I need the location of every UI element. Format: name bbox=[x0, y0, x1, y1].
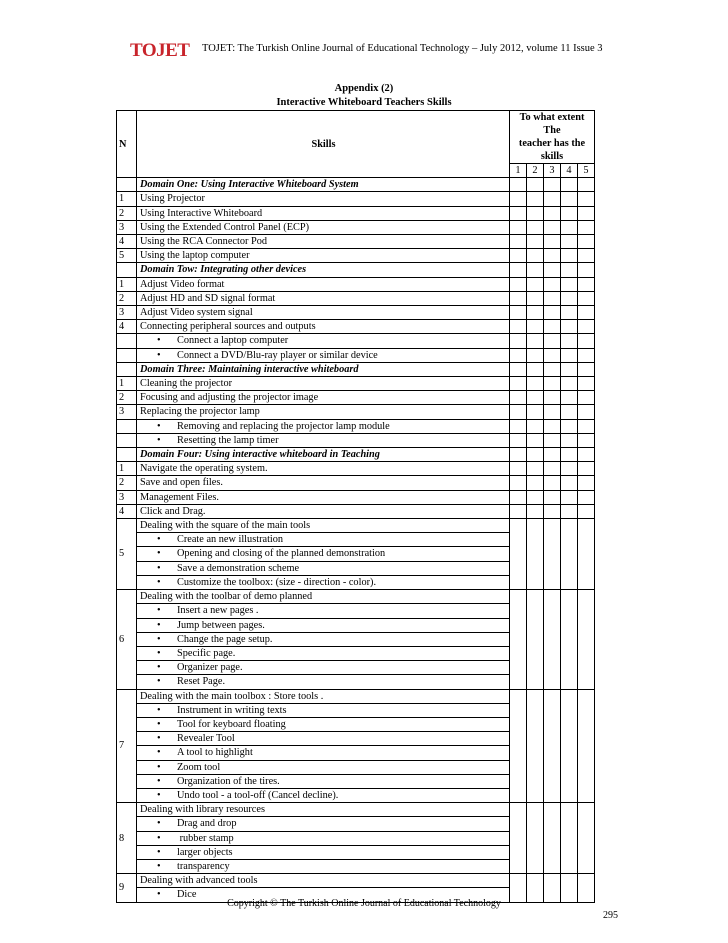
score-cell[interactable] bbox=[527, 235, 544, 249]
domain-heading: Domain Tow: Integrating other devices bbox=[137, 263, 510, 277]
skill-text: Using Projector bbox=[137, 192, 510, 206]
score-cell[interactable] bbox=[527, 249, 544, 263]
footer-copyright: Copyright © The Turkish Online Journal of Educational Technology bbox=[227, 898, 501, 909]
score-cell[interactable] bbox=[578, 220, 595, 234]
table-row bbox=[117, 405, 595, 419]
score-cell[interactable] bbox=[578, 689, 595, 803]
domain-heading: Domain One: Using Interactive Whiteboard System bbox=[137, 178, 510, 192]
bullet-skill: • Drag and drop bbox=[137, 817, 510, 831]
score-cell[interactable] bbox=[578, 320, 595, 334]
score-cell[interactable] bbox=[510, 220, 527, 234]
row-number bbox=[117, 448, 137, 462]
score-cell[interactable] bbox=[510, 391, 527, 405]
row-number: 2 bbox=[117, 476, 137, 490]
table-row bbox=[117, 504, 595, 518]
score-cell[interactable] bbox=[561, 320, 578, 334]
journal-header-line: TOJET: The Turkish Online Journal of Educational Technology – July 2012, volume 11 Issue 3 bbox=[202, 43, 603, 54]
score-cell[interactable] bbox=[510, 291, 527, 305]
score-cell[interactable] bbox=[510, 504, 527, 518]
row-number bbox=[117, 334, 137, 348]
score-cell[interactable] bbox=[510, 476, 527, 490]
score-cell[interactable] bbox=[527, 476, 544, 490]
score-cell[interactable] bbox=[527, 419, 544, 433]
scale-1: 1 bbox=[510, 164, 527, 178]
score-cell[interactable] bbox=[527, 320, 544, 334]
score-cell[interactable] bbox=[561, 519, 578, 590]
table-row bbox=[117, 490, 595, 504]
score-cell[interactable] bbox=[527, 448, 544, 462]
bullet-skill: • A tool to highlight bbox=[137, 746, 510, 760]
group-heading-row bbox=[117, 519, 595, 533]
row-number: 2 bbox=[117, 206, 137, 220]
score-cell[interactable] bbox=[510, 306, 527, 320]
group-heading-row bbox=[117, 590, 595, 604]
header-n: N bbox=[117, 111, 137, 178]
score-cell[interactable] bbox=[544, 291, 561, 305]
score-cell[interactable] bbox=[578, 803, 595, 874]
score-cell[interactable] bbox=[561, 377, 578, 391]
score-cell[interactable] bbox=[561, 362, 578, 376]
table-row bbox=[117, 291, 595, 305]
score-cell[interactable] bbox=[527, 433, 544, 447]
domain-row bbox=[117, 448, 595, 462]
skill-text: Save and open files. bbox=[137, 476, 510, 490]
group-number: 5 bbox=[117, 519, 137, 590]
bullet-skill: • Reset Page. bbox=[137, 675, 510, 689]
skill-text: Using Interactive Whiteboard bbox=[137, 206, 510, 220]
bullet-skill: • Dice bbox=[137, 888, 510, 902]
score-cell[interactable] bbox=[510, 334, 527, 348]
row-number bbox=[117, 362, 137, 376]
row-number: 3 bbox=[117, 306, 137, 320]
bullet-skill: • larger objects bbox=[137, 845, 510, 859]
bullet-skill: • Opening and closing of the planned demonstration bbox=[137, 547, 510, 561]
skill-text: Management Files. bbox=[137, 490, 510, 504]
row-number bbox=[117, 419, 137, 433]
score-cell[interactable] bbox=[510, 192, 527, 206]
score-cell[interactable] bbox=[561, 178, 578, 192]
score-cell[interactable] bbox=[561, 306, 578, 320]
score-cell[interactable] bbox=[527, 689, 544, 803]
score-cell[interactable] bbox=[527, 462, 544, 476]
score-cell[interactable] bbox=[578, 192, 595, 206]
skill-text: Navigate the operating system. bbox=[137, 462, 510, 476]
score-cell[interactable] bbox=[544, 362, 561, 376]
row-number: 1 bbox=[117, 192, 137, 206]
score-cell[interactable] bbox=[578, 448, 595, 462]
skill-text: Replacing the projector lamp bbox=[137, 405, 510, 419]
row-number: 5 bbox=[117, 249, 137, 263]
score-cell[interactable] bbox=[510, 803, 527, 874]
group-heading: Dealing with the toolbar of demo planned bbox=[137, 590, 510, 604]
domain-row bbox=[117, 362, 595, 376]
table-row bbox=[117, 462, 595, 476]
score-cell[interactable] bbox=[561, 206, 578, 220]
score-cell[interactable] bbox=[578, 519, 595, 590]
header-extent-line1: To what extent The bbox=[519, 112, 585, 136]
score-cell[interactable] bbox=[578, 178, 595, 192]
score-cell[interactable] bbox=[510, 377, 527, 391]
skill-text: Adjust HD and SD signal format bbox=[137, 291, 510, 305]
score-cell[interactable] bbox=[510, 263, 527, 277]
bullet-skill: • Organization of the tires. bbox=[137, 774, 510, 788]
score-cell[interactable] bbox=[544, 306, 561, 320]
domain-heading: Domain Three: Maintaining interactive whiteboard bbox=[137, 362, 510, 376]
group-number: 7 bbox=[117, 689, 137, 803]
score-cell[interactable] bbox=[544, 334, 561, 348]
score-cell[interactable] bbox=[527, 178, 544, 192]
score-cell[interactable] bbox=[561, 391, 578, 405]
score-cell[interactable] bbox=[510, 419, 527, 433]
scale-5: 5 bbox=[578, 164, 595, 178]
score-cell[interactable] bbox=[527, 334, 544, 348]
score-cell[interactable] bbox=[544, 590, 561, 689]
score-cell[interactable] bbox=[561, 433, 578, 447]
score-cell[interactable] bbox=[527, 348, 544, 362]
table-row bbox=[117, 306, 595, 320]
table-row bbox=[117, 220, 595, 234]
score-cell[interactable] bbox=[578, 235, 595, 249]
score-cell[interactable] bbox=[510, 362, 527, 376]
score-cell[interactable] bbox=[510, 433, 527, 447]
score-cell[interactable] bbox=[561, 504, 578, 518]
score-cell[interactable] bbox=[544, 277, 561, 291]
table-row bbox=[117, 419, 595, 433]
score-cell[interactable] bbox=[544, 490, 561, 504]
score-cell[interactable] bbox=[561, 405, 578, 419]
score-cell[interactable] bbox=[510, 249, 527, 263]
domain-row bbox=[117, 178, 595, 192]
score-cell[interactable] bbox=[527, 519, 544, 590]
score-cell[interactable] bbox=[527, 803, 544, 874]
row-number: 3 bbox=[117, 405, 137, 419]
score-cell[interactable] bbox=[527, 362, 544, 376]
score-cell[interactable] bbox=[510, 689, 527, 803]
score-cell[interactable] bbox=[527, 206, 544, 220]
group-heading-row bbox=[117, 689, 595, 703]
score-cell[interactable] bbox=[527, 377, 544, 391]
bullet-skill: • Revealer Tool bbox=[137, 732, 510, 746]
bullet-skill: • Change the page setup. bbox=[137, 632, 510, 646]
score-cell[interactable] bbox=[561, 277, 578, 291]
row-number: 1 bbox=[117, 277, 137, 291]
score-cell[interactable] bbox=[561, 235, 578, 249]
score-cell[interactable] bbox=[527, 291, 544, 305]
group-number: 8 bbox=[117, 803, 137, 874]
table-row bbox=[117, 433, 595, 447]
domain-heading: Domain Four: Using interactive whiteboard in Teaching bbox=[137, 448, 510, 462]
score-cell[interactable] bbox=[544, 178, 561, 192]
bullet-skill: • transparency bbox=[137, 859, 510, 873]
score-cell[interactable] bbox=[544, 263, 561, 277]
score-cell[interactable] bbox=[510, 448, 527, 462]
bullet-skill: • Jump between pages. bbox=[137, 618, 510, 632]
score-cell[interactable] bbox=[544, 391, 561, 405]
skills-table bbox=[116, 110, 595, 903]
score-cell[interactable] bbox=[527, 590, 544, 689]
score-cell[interactable] bbox=[544, 405, 561, 419]
skill-text: Adjust Video system signal bbox=[137, 306, 510, 320]
group-heading-row bbox=[117, 874, 595, 888]
bullet-skill: • Connect a DVD/Blu-ray player or similar device bbox=[137, 348, 510, 362]
score-cell[interactable] bbox=[510, 490, 527, 504]
score-cell[interactable] bbox=[561, 192, 578, 206]
score-cell[interactable] bbox=[510, 519, 527, 590]
score-cell[interactable] bbox=[578, 291, 595, 305]
bullet-skill: • Instrument in writing texts bbox=[137, 703, 510, 717]
appendix-title bbox=[0, 82, 728, 110]
score-cell[interactable] bbox=[561, 490, 578, 504]
table-row bbox=[117, 476, 595, 490]
page-header bbox=[127, 40, 627, 64]
skill-text: Adjust Video format bbox=[137, 277, 510, 291]
score-cell[interactable] bbox=[578, 306, 595, 320]
row-number: 3 bbox=[117, 220, 137, 234]
score-cell[interactable] bbox=[578, 263, 595, 277]
table-row bbox=[117, 192, 595, 206]
score-cell[interactable] bbox=[510, 277, 527, 291]
score-cell[interactable] bbox=[544, 235, 561, 249]
score-cell[interactable] bbox=[510, 405, 527, 419]
score-cell[interactable] bbox=[561, 220, 578, 234]
score-cell[interactable] bbox=[544, 689, 561, 803]
score-cell[interactable] bbox=[561, 462, 578, 476]
score-cell[interactable] bbox=[544, 348, 561, 362]
score-cell[interactable] bbox=[544, 220, 561, 234]
score-cell[interactable] bbox=[544, 377, 561, 391]
row-number bbox=[117, 178, 137, 192]
group-heading: Dealing with library resources bbox=[137, 803, 510, 817]
score-cell[interactable] bbox=[561, 590, 578, 689]
logo-text: TOJET bbox=[130, 40, 190, 61]
row-number: 4 bbox=[117, 504, 137, 518]
score-cell[interactable] bbox=[561, 448, 578, 462]
bullet-skill: • Connect a laptop computer bbox=[137, 334, 510, 348]
score-cell[interactable] bbox=[544, 448, 561, 462]
score-cell[interactable] bbox=[544, 192, 561, 206]
table-row bbox=[117, 348, 595, 362]
score-cell[interactable] bbox=[527, 263, 544, 277]
table-row bbox=[117, 235, 595, 249]
score-cell[interactable] bbox=[578, 504, 595, 518]
row-number: 3 bbox=[117, 490, 137, 504]
row-number: 4 bbox=[117, 235, 137, 249]
skill-text: Click and Drag. bbox=[137, 504, 510, 518]
score-cell[interactable] bbox=[544, 803, 561, 874]
appendix-label: Appendix (2) bbox=[334, 83, 394, 94]
score-cell[interactable] bbox=[578, 391, 595, 405]
score-cell[interactable] bbox=[561, 348, 578, 362]
score-cell[interactable] bbox=[561, 689, 578, 803]
score-cell[interactable] bbox=[578, 405, 595, 419]
table-header-row bbox=[117, 111, 595, 164]
bullet-skill: • rubber stamp bbox=[137, 831, 510, 845]
score-cell[interactable] bbox=[578, 490, 595, 504]
score-cell[interactable] bbox=[561, 803, 578, 874]
score-cell[interactable] bbox=[578, 206, 595, 220]
bullet-skill: • Specific page. bbox=[137, 646, 510, 660]
table-row bbox=[117, 249, 595, 263]
score-cell[interactable] bbox=[510, 320, 527, 334]
group-number: 9 bbox=[117, 874, 137, 902]
score-cell[interactable] bbox=[527, 220, 544, 234]
group-heading-row bbox=[117, 803, 595, 817]
row-number: 1 bbox=[117, 377, 137, 391]
table-row bbox=[117, 391, 595, 405]
score-cell[interactable] bbox=[527, 490, 544, 504]
table-row bbox=[117, 277, 595, 291]
row-number bbox=[117, 263, 137, 277]
row-number: 4 bbox=[117, 320, 137, 334]
bullet-skill: • Create an new illustration bbox=[137, 533, 510, 547]
row-number bbox=[117, 348, 137, 362]
score-cell[interactable] bbox=[544, 249, 561, 263]
skill-text: Connecting peripheral sources and outputs bbox=[137, 320, 510, 334]
score-cell[interactable] bbox=[544, 462, 561, 476]
score-cell[interactable] bbox=[510, 178, 527, 192]
bullet-skill: • Customize the toolbox: (size - direction - color). bbox=[137, 575, 510, 589]
bullet-skill: • Tool for keyboard floating bbox=[137, 717, 510, 731]
skill-text: Using the laptop computer bbox=[137, 249, 510, 263]
group-heading: Dealing with the main toolbox : Store tools . bbox=[137, 689, 510, 703]
score-cell[interactable] bbox=[544, 206, 561, 220]
score-cell[interactable] bbox=[561, 476, 578, 490]
score-cell[interactable] bbox=[578, 419, 595, 433]
score-cell[interactable] bbox=[578, 462, 595, 476]
skill-text: Using the Extended Control Panel (ECP) bbox=[137, 220, 510, 234]
score-cell[interactable] bbox=[561, 334, 578, 348]
score-cell[interactable] bbox=[527, 504, 544, 518]
group-heading: Dealing with the square of the main tools bbox=[137, 519, 510, 533]
scale-2: 2 bbox=[527, 164, 544, 178]
score-cell[interactable] bbox=[527, 391, 544, 405]
header-skills: Skills bbox=[137, 111, 510, 178]
row-number: 1 bbox=[117, 462, 137, 476]
score-cell[interactable] bbox=[578, 348, 595, 362]
score-cell[interactable] bbox=[544, 476, 561, 490]
scale-4: 4 bbox=[561, 164, 578, 178]
bullet-skill: • Removing and replacing the projector lamp module bbox=[137, 419, 510, 433]
score-cell[interactable] bbox=[527, 306, 544, 320]
row-number: 2 bbox=[117, 391, 137, 405]
bullet-skill: • Insert a new pages . bbox=[137, 604, 510, 618]
row-number bbox=[117, 433, 137, 447]
bullet-skill: • Zoom tool bbox=[137, 760, 510, 774]
score-cell[interactable] bbox=[527, 192, 544, 206]
table-row bbox=[117, 320, 595, 334]
score-cell[interactable] bbox=[510, 462, 527, 476]
skill-text: Focusing and adjusting the projector image bbox=[137, 391, 510, 405]
score-cell[interactable] bbox=[578, 377, 595, 391]
score-cell[interactable] bbox=[510, 235, 527, 249]
score-cell[interactable] bbox=[561, 291, 578, 305]
score-cell[interactable] bbox=[578, 590, 595, 689]
table-row bbox=[117, 206, 595, 220]
score-cell[interactable] bbox=[544, 433, 561, 447]
score-cell[interactable] bbox=[561, 249, 578, 263]
row-number: 2 bbox=[117, 291, 137, 305]
header-extent bbox=[510, 111, 595, 164]
score-cell[interactable] bbox=[578, 476, 595, 490]
bullet-skill: • Undo tool - a tool-off (Cancel decline). bbox=[137, 788, 510, 802]
group-heading: Dealing with advanced tools bbox=[137, 874, 510, 888]
scale-3: 3 bbox=[544, 164, 561, 178]
header-extent-line2: teacher has the skills bbox=[518, 138, 586, 162]
score-cell[interactable] bbox=[527, 405, 544, 419]
table-title: Interactive Whiteboard Teachers Skills bbox=[276, 97, 452, 108]
score-cell[interactable] bbox=[578, 362, 595, 376]
score-cell[interactable] bbox=[561, 263, 578, 277]
tojet-logo bbox=[127, 40, 190, 62]
score-cell[interactable] bbox=[578, 433, 595, 447]
page-number: 295 bbox=[603, 910, 618, 921]
score-cell[interactable] bbox=[544, 320, 561, 334]
bullet-skill: • Organizer page. bbox=[137, 661, 510, 675]
table-row bbox=[117, 377, 595, 391]
score-cell[interactable] bbox=[544, 519, 561, 590]
score-cell[interactable] bbox=[510, 348, 527, 362]
score-cell[interactable] bbox=[527, 277, 544, 291]
score-cell[interactable] bbox=[578, 277, 595, 291]
score-cell[interactable] bbox=[544, 504, 561, 518]
score-cell[interactable] bbox=[578, 334, 595, 348]
score-cell[interactable] bbox=[544, 419, 561, 433]
score-cell[interactable] bbox=[510, 590, 527, 689]
score-cell[interactable] bbox=[578, 249, 595, 263]
skill-text: Using the RCA Connector Pod bbox=[137, 235, 510, 249]
score-cell[interactable] bbox=[561, 419, 578, 433]
bullet-skill: • Save a demonstration scheme bbox=[137, 561, 510, 575]
table-row bbox=[117, 334, 595, 348]
skill-text: Cleaning the projector bbox=[137, 377, 510, 391]
group-number: 6 bbox=[117, 590, 137, 689]
bullet-skill: • Resetting the lamp timer bbox=[137, 433, 510, 447]
score-cell[interactable] bbox=[510, 206, 527, 220]
domain-row bbox=[117, 263, 595, 277]
